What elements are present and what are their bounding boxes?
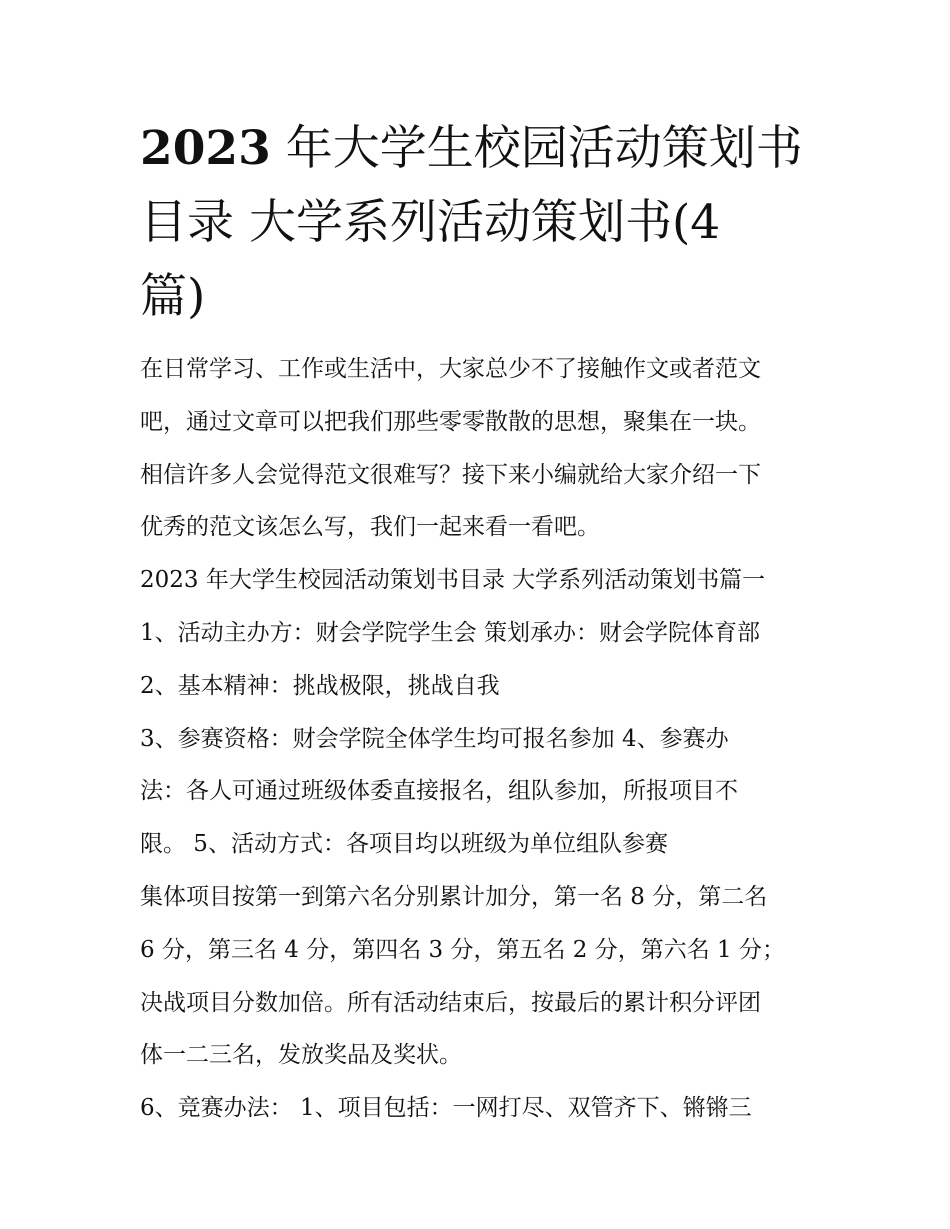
body-line: 法：各人可通过班级体委直接报名，组队参加，所报项目不 <box>140 778 738 805</box>
body-line: 集体项目按第一到第六名分别累计加分，第一名 8 分，第二名 <box>140 883 768 910</box>
title-line <box>140 186 830 260</box>
body-line: 限。 5、活动方式：各项目均以班级为单位组队参赛 <box>140 831 668 858</box>
title-text: 篇) <box>140 269 206 324</box>
section-heading: 2023 年大学生校园活动策划书目录 大学系列活动策划书篇一 <box>140 567 766 594</box>
body-line: 6 分，第三名 4 分，第四名 3 分，第五名 2 分，第六名 1 分； <box>140 936 785 963</box>
title-text: 年大学生校园活动策划书 <box>270 121 803 176</box>
body-line: 决战项目分数加倍。所有活动结束后，按最后的累计积分评团 <box>140 989 761 1016</box>
body-line: 6、竞赛办法： 1、项目包括：一网打尽、双管齐下、锵锵三 <box>140 1095 752 1122</box>
document-title <box>140 112 830 334</box>
body-line: 在日常学习、工作或生活中，大家总少不了接触作文或者范文 <box>140 356 761 382</box>
title-line <box>140 260 830 334</box>
body-line: 3、参赛资格：财会学院全体学生均可报名参加 4、参赛办 <box>140 725 729 752</box>
title-line <box>140 112 830 186</box>
body-line: 吧，通过文章可以把我们那些零零散散的思想，聚集在一块。 <box>140 408 761 435</box>
body-line: 优秀的范文该怎么写，我们一起来看一看吧。 <box>140 514 600 541</box>
body-line: 体一二三名，发放奖品及奖状。 <box>140 1042 462 1069</box>
body-line: 1、活动主办方：财会学院学生会 策划承办：财会学院体育部 <box>140 619 760 646</box>
title-text: 目录 大学系列活动策划书(4 <box>140 195 721 250</box>
body-line: 相信许多人会觉得范文很难写？接下来小编就给大家介绍一下 <box>140 461 761 488</box>
document-body <box>140 354 830 1146</box>
body-line: 2、基本精神：挑战极限，挑战自我 <box>140 672 500 699</box>
title-year: 2023 <box>140 121 271 176</box>
